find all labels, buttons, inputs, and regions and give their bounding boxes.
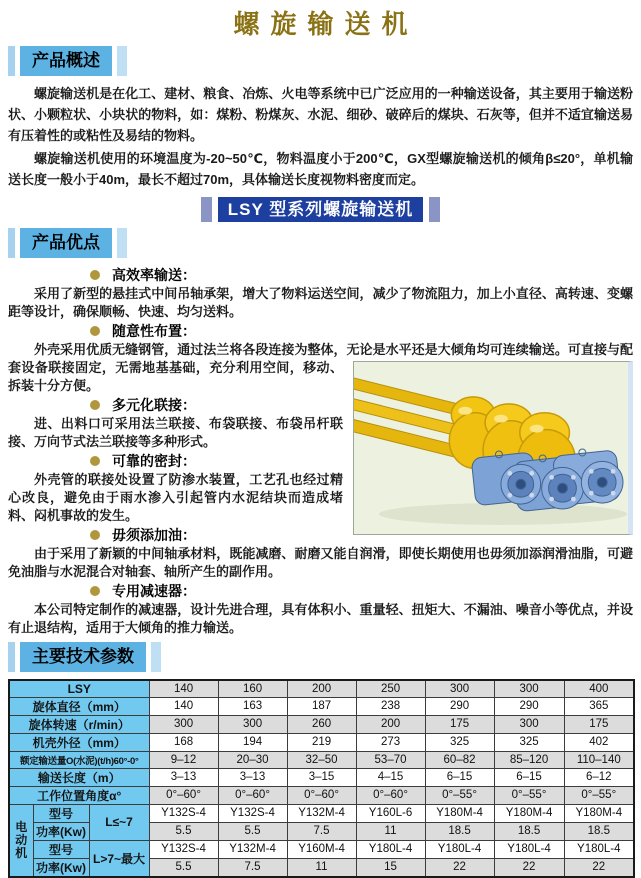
- header-accent-bar-right: [151, 642, 161, 672]
- advantage-title: [8, 321, 633, 341]
- value-cell: 5.5: [218, 822, 287, 840]
- value-cell: 238: [356, 697, 425, 715]
- value-cell: 18.5: [564, 822, 634, 840]
- value-cell: 175: [564, 715, 634, 733]
- value-cell: 194: [218, 733, 287, 751]
- value-cell: 6–15: [494, 768, 564, 786]
- value-cell: 300: [218, 715, 287, 733]
- value-cell: Y132M-4: [287, 804, 356, 822]
- value-cell: 0°–55°: [564, 786, 634, 804]
- value-cell: 260: [287, 715, 356, 733]
- value-cell: 22: [564, 858, 634, 877]
- product-photo: [353, 361, 633, 535]
- value-cell: Y180L-4: [494, 840, 564, 858]
- section-header-specs: [8, 642, 633, 672]
- row-label: 功率(Kw): [33, 858, 89, 877]
- value-cell: Y132M-4: [218, 840, 287, 858]
- value-cell: 300: [494, 715, 564, 733]
- value-cell: 402: [564, 733, 634, 751]
- table-row: [9, 786, 634, 804]
- advantage-title: [8, 581, 633, 601]
- value-cell: 5.5: [149, 858, 218, 877]
- advantage-title-label: 毋须添加油：: [112, 527, 196, 543]
- row-label: LSY: [9, 680, 149, 697]
- advantage-body: 采用了新型的悬挂式中间吊轴承架，增大了物料运送空间，减少了物流阻力，加上小直径、高转速、变螺距等设计，确保顺畅、快速、均匀送料。: [8, 286, 633, 319]
- value-cell: 85–120: [494, 751, 564, 768]
- value-cell: 6–12: [564, 768, 634, 786]
- value-cell: 60–82: [425, 751, 494, 768]
- bullet-dot-icon: [90, 270, 100, 280]
- row-label: 功率(Kw): [33, 822, 89, 840]
- value-cell: 11: [287, 858, 356, 877]
- banner-accent-bar-left: [201, 197, 212, 222]
- value-cell: 3–13: [149, 768, 218, 786]
- value-cell: 250: [356, 680, 425, 697]
- value-cell: 175: [425, 715, 494, 733]
- value-cell: 140: [149, 680, 218, 697]
- table-row: [9, 715, 634, 733]
- section-header-label: 主要技术参数: [20, 642, 146, 672]
- value-cell: 0°–55°: [494, 786, 564, 804]
- value-cell: 365: [564, 697, 634, 715]
- value-cell: 11: [356, 822, 425, 840]
- table-row: [9, 680, 634, 697]
- value-cell: Y132S-4: [149, 804, 218, 822]
- advantage-title-label: 专用减速器：: [112, 583, 196, 599]
- value-cell: 9–12: [149, 751, 218, 768]
- value-cell: Y160L-6: [356, 804, 425, 822]
- value-cell: 3–13: [218, 768, 287, 786]
- table-row: [9, 697, 634, 715]
- value-cell: 290: [494, 697, 564, 715]
- value-cell: 18.5: [494, 822, 564, 840]
- value-cell: 22: [425, 858, 494, 877]
- advantage-body: 本公司特定制作的减速器，设计先进合理，具有体积小、重量轻、扭矩大、不漏油、噪音小等优点，并设有止退结构，适用于大倾角的推力输送。: [8, 602, 633, 635]
- value-cell: 273: [356, 733, 425, 751]
- table-row: [9, 804, 634, 822]
- value-cell: 187: [287, 697, 356, 715]
- value-cell: 300: [494, 680, 564, 697]
- value-cell: 163: [218, 697, 287, 715]
- row-label: 旋体转速（r/min）: [9, 715, 149, 733]
- value-cell: 160: [218, 680, 287, 697]
- advantage-title-label: 可靠的密封：: [112, 453, 196, 469]
- advantage-title-label: 高效率输送：: [112, 267, 196, 283]
- value-cell: 15: [356, 858, 425, 877]
- value-cell: 400: [564, 680, 634, 697]
- series-banner-label: LSY 型系列螺旋输送机: [218, 197, 423, 222]
- advantages-list: [8, 265, 633, 637]
- row-label: 额定输送量O(水泥)(t/h)60°-0°: [9, 751, 149, 768]
- banner-accent-bar-right: [429, 197, 440, 222]
- value-cell: 32–50: [287, 751, 356, 768]
- header-accent-bar-left: [8, 228, 15, 258]
- value-cell: 22: [494, 858, 564, 877]
- row-label: 工作位置角度α°: [9, 786, 149, 804]
- table-row: [9, 768, 634, 786]
- bullet-dot-icon: [90, 326, 100, 336]
- value-cell: 110–140: [564, 751, 634, 768]
- value-cell: 140: [149, 697, 218, 715]
- spec-table: [8, 679, 635, 878]
- row-label: 型号: [33, 840, 89, 858]
- row-label: 旋体直径（mm）: [9, 697, 149, 715]
- advantage-title-label: 多元化联接：: [112, 397, 196, 413]
- section-header-advantages: [8, 228, 633, 258]
- advantage-body-text: 外壳采用优质无缝钢管，通过法兰将各段连接为整体，无论是水平还是大倾角均可连续输送。可直接与配套设备: [8, 342, 633, 375]
- value-cell: 0°–60°: [287, 786, 356, 804]
- value-cell: 0°–60°: [218, 786, 287, 804]
- section-header-label: 产品概述: [20, 46, 112, 76]
- row-label: 型号: [33, 804, 89, 822]
- value-cell: 0°–55°: [425, 786, 494, 804]
- value-cell: Y132S-4: [149, 840, 218, 858]
- row-label: 机壳外径（mm）: [9, 733, 149, 751]
- value-cell: Y180M-4: [425, 804, 494, 822]
- advantage-body: [8, 341, 633, 395]
- value-cell: 300: [425, 680, 494, 697]
- header-accent-bar-right: [117, 228, 127, 258]
- overview-paragraph: 螺旋输送机使用的环境温度为-20~50℃，物料温度小于200℃，GX型螺旋输送机的倾角β≤20°，单机输送长度一般小于40m，最长不超过70m，具体输送长度视物料密度而定。: [8, 151, 633, 187]
- section-header-label: 产品优点: [20, 228, 112, 258]
- value-cell: 20–30: [218, 751, 287, 768]
- value-cell: 200: [287, 680, 356, 697]
- table-row: [9, 751, 634, 768]
- bullet-dot-icon: [90, 456, 100, 466]
- value-cell: 325: [494, 733, 564, 751]
- value-cell: 219: [287, 733, 356, 751]
- value-cell: 3–15: [287, 768, 356, 786]
- value-cell: 168: [149, 733, 218, 751]
- value-cell: 0°–60°: [356, 786, 425, 804]
- motor-group-label: 电动机: [9, 804, 33, 877]
- section-header-overview: [8, 46, 633, 76]
- header-accent-bar-left: [8, 642, 15, 672]
- advantage-title: [8, 265, 633, 285]
- length-range-label: L>7~最大: [89, 840, 149, 877]
- value-cell: 53–70: [356, 751, 425, 768]
- value-cell: Y180M-4: [564, 804, 634, 822]
- value-cell: 4–15: [356, 768, 425, 786]
- advantage-body: 进、出料口可采用法兰联接、布袋联接、布袋吊杆联接、万向节式法兰联接等多种形式。: [8, 416, 343, 449]
- value-cell: 200: [356, 715, 425, 733]
- bullet-dot-icon: [90, 586, 100, 596]
- advantage-title-label: 随意性布置：: [112, 323, 196, 339]
- value-cell: Y180L-4: [564, 840, 634, 858]
- header-accent-bar-right: [117, 46, 127, 76]
- value-cell: Y180L-4: [425, 840, 494, 858]
- table-row: [9, 840, 634, 858]
- value-cell: Y160M-4: [287, 840, 356, 858]
- advantage-body-text: 联接固定，无需地基基础，充分利用空间，移动、拆装十分方便。: [8, 360, 343, 393]
- value-cell: 325: [425, 733, 494, 751]
- value-cell: Y180L-4: [356, 840, 425, 858]
- row-label: 输送长度（m）: [9, 768, 149, 786]
- series-banner: [8, 197, 633, 222]
- advantage-body: 外壳管的联接处设置了防渗水装置，工艺孔也经过精心改良，避免由于雨水渗入引起管内水泥结块而造成堵料、闷机事故的发生。: [8, 472, 343, 523]
- page-title: 螺旋输送机: [233, 9, 419, 39]
- value-cell: 0°–60°: [149, 786, 218, 804]
- value-cell: 7.5: [287, 822, 356, 840]
- value-cell: Y180M-4: [494, 804, 564, 822]
- header-accent-bar-left: [8, 46, 15, 76]
- screw-conveyor-illustration: [354, 362, 628, 534]
- table-row: [9, 733, 634, 751]
- value-cell: 290: [425, 697, 494, 715]
- overview-paragraph: 螺旋输送机是在化工、建材、粮食、冶炼、火电等系统中已广泛应用的一种输送设备，其主要用于输送粉状、小颗粒状、小块状的物料，如：煤粉、粉煤灰、水泥、细砂、破碎后的煤块、石灰等，但并不适宜输送易有压着性的或粘性及易结的物料。: [8, 86, 633, 143]
- value-cell: 6–15: [425, 768, 494, 786]
- bullet-dot-icon: [90, 400, 100, 410]
- advantage-body: 由于采用了新颖的中间轴承材料，既能减磨、耐磨又能自润滑，即使长期使用也毋须加添润滑油脂，可避免油脂与水泥混合对轴套、轴所产生的副作用。: [8, 546, 633, 579]
- value-cell: 300: [149, 715, 218, 733]
- value-cell: 7.5: [218, 858, 287, 877]
- value-cell: Y132S-4: [218, 804, 287, 822]
- length-range-label: L≤~7: [89, 804, 149, 840]
- value-cell: 5.5: [149, 822, 218, 840]
- bullet-dot-icon: [90, 530, 100, 540]
- value-cell: 18.5: [425, 822, 494, 840]
